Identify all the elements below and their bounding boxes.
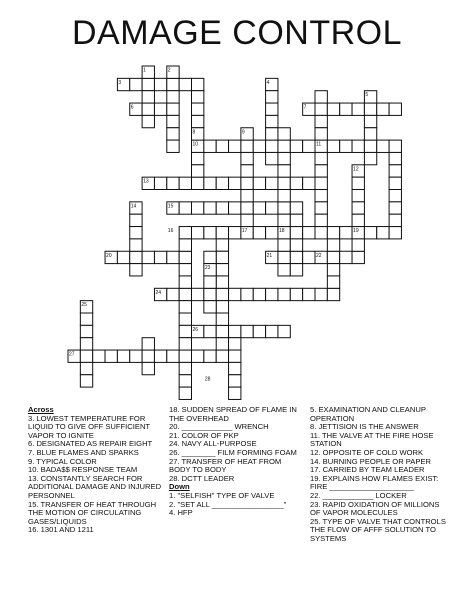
grid-cell[interactable]: [154, 78, 166, 90]
grid-cell[interactable]: [315, 91, 327, 103]
grid-cell[interactable]: [377, 140, 389, 152]
clue-item: 13. CONSTANTLY SEARCH FOR ADDITIONAL DAMAGE AND INJURED PERSONNEL: [28, 473, 162, 500]
grid-cell[interactable]: [278, 239, 290, 251]
grid-cell[interactable]: [303, 288, 315, 300]
grid-cell[interactable]: [241, 325, 253, 337]
clue-item: 5. EXAMINATION AND CLEANUP OPERATION: [310, 405, 426, 423]
grid-cell[interactable]: [204, 325, 216, 337]
grid-cell[interactable]: [130, 251, 142, 263]
grid-cell[interactable]: [179, 202, 191, 214]
grid-cell[interactable]: [105, 350, 117, 362]
grid-cell[interactable]: [327, 276, 339, 288]
clue-number: 28: [204, 376, 211, 383]
grid-cell[interactable]: [229, 177, 241, 189]
grid-cell[interactable]: [352, 251, 364, 263]
grid-cell[interactable]: [389, 103, 401, 115]
grid-cell[interactable]: [179, 288, 191, 300]
clue-item: 28. DCTT LEADER: [169, 473, 235, 483]
grid-cell[interactable]: [278, 214, 290, 226]
grid-cell[interactable]: [216, 251, 228, 263]
grid-cell[interactable]: [352, 202, 364, 214]
grid-cell[interactable]: [216, 313, 228, 325]
clue-number: 1: [143, 67, 146, 74]
grid-cell[interactable]: [130, 350, 142, 362]
grid-cell[interactable]: [303, 177, 315, 189]
grid-cell[interactable]: [167, 91, 179, 103]
grid-cell[interactable]: [179, 177, 191, 189]
grid-cell[interactable]: [204, 350, 216, 362]
grid-cell[interactable]: [253, 288, 265, 300]
grid-cell[interactable]: [179, 227, 191, 239]
grid-cell[interactable]: [315, 115, 327, 127]
grid-cell[interactable]: [352, 177, 364, 189]
grid-cell[interactable]: [192, 103, 204, 115]
grid-cell[interactable]: [93, 350, 105, 362]
grid-cell[interactable]: [204, 227, 216, 239]
clue-number: 12: [353, 166, 359, 173]
grid-cell[interactable]: [352, 140, 364, 152]
grid-cell[interactable]: [167, 288, 179, 300]
grid-cell[interactable]: [327, 288, 339, 300]
clue-item: 24. NAVY ALL-PURPOSE: [169, 439, 257, 449]
grid-cell[interactable]: [315, 227, 327, 239]
grid-cell[interactable]: [216, 140, 228, 152]
clue-number: 9: [241, 129, 245, 136]
grid-cell[interactable]: [179, 338, 191, 350]
grid-cell[interactable]: [290, 227, 302, 239]
grid-cell[interactable]: [167, 78, 179, 90]
grid-cell[interactable]: [389, 177, 401, 189]
clue-number: 25: [81, 302, 87, 309]
clue-number: 3: [118, 79, 122, 86]
puzzle-title: DAMAGE CONTROL: [71, 14, 403, 52]
grid-cell[interactable]: [154, 103, 166, 115]
across-header: Across: [28, 405, 54, 414]
clue-number: 13: [143, 178, 149, 185]
grid-cell[interactable]: [364, 115, 376, 127]
grid-cell[interactable]: [315, 103, 327, 115]
clue-number: 18: [278, 228, 285, 235]
grid-cell[interactable]: [229, 202, 241, 214]
grid-cell[interactable]: [179, 251, 191, 263]
grid-cell[interactable]: [327, 103, 339, 115]
grid-cell[interactable]: [266, 115, 278, 127]
grid-cell[interactable]: [192, 91, 204, 103]
grid-cell[interactable]: [142, 91, 154, 103]
clue-item: 9. TYPICAL COLOR: [28, 456, 97, 466]
grid-cell[interactable]: [130, 264, 142, 276]
grid-cell[interactable]: [389, 152, 401, 164]
clue-item: 20. ____________ WRENCH: [169, 422, 269, 432]
grid-cell[interactable]: [278, 165, 290, 177]
clue-item: 14. BURNING PEOPLE OR PAPER: [310, 456, 431, 466]
grid-cell[interactable]: [154, 177, 166, 189]
grid-cell[interactable]: [327, 264, 339, 276]
grid-cell[interactable]: [352, 214, 364, 226]
clue-item: 18. SUDDEN SPREAD OF FLAME IN THE OVERHEAD: [169, 405, 297, 423]
grid-cell[interactable]: [192, 165, 204, 177]
grid-cell[interactable]: [167, 350, 179, 362]
grid-cell[interactable]: [179, 239, 191, 251]
grid-cell[interactable]: [364, 103, 376, 115]
grid-cell[interactable]: [142, 251, 154, 263]
grid-cell[interactable]: [266, 140, 278, 152]
grid-cell[interactable]: [327, 251, 339, 263]
grid-cell[interactable]: [266, 288, 278, 300]
grid-cell[interactable]: [290, 251, 302, 263]
clue-number: 8: [192, 129, 196, 136]
grid-cell[interactable]: [216, 227, 228, 239]
grid-cell[interactable]: [290, 140, 302, 152]
grid-cell[interactable]: [315, 165, 327, 177]
grid-cell[interactable]: [266, 103, 278, 115]
grid-cell[interactable]: [241, 214, 253, 226]
grid-cell[interactable]: [241, 140, 253, 152]
grid-cell[interactable]: [216, 325, 228, 337]
grid-cell[interactable]: [278, 190, 290, 202]
grid-cell[interactable]: [216, 288, 228, 300]
clue-number: 24: [155, 289, 162, 296]
grid-cell[interactable]: [340, 140, 352, 152]
grid-cell[interactable]: [315, 190, 327, 202]
grid-cell[interactable]: [142, 78, 154, 90]
grid-cell[interactable]: [117, 350, 129, 362]
grid-cell[interactable]: [241, 202, 253, 214]
clue-column-3: [310, 406, 450, 544]
clue-item: 1. "SELFISH" TYPE OF VALVE: [169, 490, 275, 500]
grid-cell[interactable]: [229, 227, 241, 239]
grid-cell[interactable]: [315, 152, 327, 164]
grid-cell[interactable]: [278, 140, 290, 152]
grid-cell[interactable]: [340, 103, 352, 115]
clue-item: 2. "SET ALL _________________": [169, 499, 287, 509]
grid-cell[interactable]: [142, 103, 154, 115]
grid-cell[interactable]: [179, 362, 191, 374]
grid-cell[interactable]: [192, 202, 204, 214]
clue-number: 2: [167, 67, 171, 74]
grid-cell[interactable]: [192, 177, 204, 189]
clue-item: 26. ________ FILM FORMING FOAM: [169, 447, 297, 457]
grid-cell[interactable]: [204, 202, 216, 214]
grid-cell[interactable]: [290, 264, 302, 276]
clue-number: 21: [266, 252, 273, 259]
grid-cell[interactable]: [278, 177, 290, 189]
grid-cell[interactable]: [167, 140, 179, 152]
grid-cell[interactable]: [290, 239, 302, 251]
grid-cell[interactable]: [192, 115, 204, 127]
grid-cell[interactable]: [192, 152, 204, 164]
grid-cell[interactable]: [389, 214, 401, 226]
grid-cell[interactable]: [216, 264, 228, 276]
grid-cell[interactable]: [179, 78, 191, 90]
grid-cell[interactable]: [204, 288, 216, 300]
clue-item: 4. HFP: [169, 508, 193, 518]
grid-cell[interactable]: [266, 152, 278, 164]
clue-number: 10: [192, 141, 199, 148]
grid-cell[interactable]: [229, 387, 241, 399]
clue-item: 27. TRANSFER OF HEAT FROM BODY TO BODY: [169, 456, 282, 475]
grid-cell[interactable]: [216, 239, 228, 251]
grid-cell[interactable]: [253, 202, 265, 214]
grid-cell[interactable]: [80, 325, 92, 337]
grid-cell[interactable]: [117, 251, 129, 263]
grid-cell[interactable]: [241, 288, 253, 300]
grid-cell[interactable]: [216, 350, 228, 362]
clue-item: 3. LOWEST TEMPERATURE FOR LIQUID TO GIVE OFF SUFFICIENT VAPOR TO IGNITE: [28, 413, 150, 440]
grid-cell[interactable]: [216, 276, 228, 288]
grid-cell[interactable]: [364, 140, 376, 152]
grid-cell[interactable]: [216, 177, 228, 189]
grid-cell[interactable]: [80, 338, 92, 350]
clue-item: 21. COLOR OF PKP: [169, 430, 239, 440]
grid-cell[interactable]: [389, 202, 401, 214]
grid-cell[interactable]: [167, 251, 179, 263]
clue-number: 19: [353, 228, 359, 235]
clue-number: 11: [316, 141, 322, 148]
grid-cell[interactable]: [80, 362, 92, 374]
grid-cell[interactable]: [266, 91, 278, 103]
grid-cell[interactable]: [315, 128, 327, 140]
grid-cell[interactable]: [179, 387, 191, 399]
grid-cell[interactable]: [253, 140, 265, 152]
clue-item: 10. BADA$$ RESPONSE TEAM: [28, 465, 138, 475]
grid-cell[interactable]: [290, 177, 302, 189]
grid-cell[interactable]: [389, 227, 401, 239]
grid-cell[interactable]: [192, 227, 204, 239]
grid-cell[interactable]: [315, 202, 327, 214]
grid-cell[interactable]: [229, 288, 241, 300]
grid-cell[interactable]: [229, 362, 241, 374]
clue-number: 5: [365, 92, 369, 99]
grid-cell[interactable]: [253, 227, 265, 239]
grid-cell[interactable]: [253, 177, 265, 189]
grid-cell[interactable]: [364, 128, 376, 140]
clue-item: 19. EXPLAINS HOW FLAMES EXIST: FIRE ____________________: [310, 473, 439, 492]
grid-cell[interactable]: [229, 325, 241, 337]
grid-cell[interactable]: [241, 177, 253, 189]
clue-number: 27: [69, 351, 75, 358]
grid-cell[interactable]: [204, 140, 216, 152]
grid-cell[interactable]: [290, 288, 302, 300]
grid-cell[interactable]: [389, 140, 401, 152]
grid-cell[interactable]: [167, 103, 179, 115]
grid-cell[interactable]: [315, 288, 327, 300]
clue-item: 23. RAPID OXIDATION OF MILLIONS OF VAPOR MOLECULES: [310, 499, 440, 518]
grid-cell[interactable]: [389, 165, 401, 177]
clue-number: 15: [167, 203, 174, 210]
grid-cell[interactable]: [142, 338, 154, 350]
grid-cell[interactable]: [216, 202, 228, 214]
grid-cell[interactable]: [167, 128, 179, 140]
grid-cell[interactable]: [179, 350, 191, 362]
grid-cell[interactable]: [278, 264, 290, 276]
grid-cell[interactable]: [229, 350, 241, 362]
grid-cell[interactable]: [80, 313, 92, 325]
grid-cell[interactable]: [204, 177, 216, 189]
grid-cell[interactable]: [290, 214, 302, 226]
clue-number: 6: [130, 104, 134, 111]
grid-cell[interactable]: [204, 301, 216, 313]
grid-cell[interactable]: [266, 177, 278, 189]
grid-cell[interactable]: [179, 325, 191, 337]
grid-cell[interactable]: [241, 190, 253, 202]
grid-cell[interactable]: [253, 325, 265, 337]
clue-item: 7. BLUE FLAMES AND SPARKS: [28, 447, 139, 457]
grid-cell[interactable]: [204, 251, 216, 263]
down-header: Down: [169, 482, 190, 492]
grid-cell[interactable]: [327, 140, 339, 152]
grid-cell[interactable]: [303, 140, 315, 152]
clue-item: 11. THE VALVE AT THE FIRE HOSE STATION: [310, 430, 434, 449]
grid-cell[interactable]: [179, 313, 191, 325]
clue-number: 17: [241, 228, 248, 235]
grid-cell[interactable]: [179, 375, 191, 387]
grid-cell[interactable]: [241, 165, 253, 177]
grid-cell[interactable]: [154, 251, 166, 263]
grid-cell[interactable]: [142, 115, 154, 127]
grid-cell[interactable]: [364, 227, 376, 239]
grid-cell[interactable]: [352, 239, 364, 251]
grid-cell[interactable]: [266, 202, 278, 214]
grid-cell[interactable]: [377, 103, 389, 115]
clue-number: 23: [204, 265, 211, 272]
grid-cell[interactable]: [352, 190, 364, 202]
grid-cell[interactable]: [204, 276, 216, 288]
clue-item: 6. DESIGNATED AS REPAIR EIGHT: [28, 439, 153, 449]
clue-number: 14: [130, 203, 137, 210]
clue-number: 26: [192, 326, 199, 333]
grid-cell[interactable]: [377, 227, 389, 239]
grid-cell[interactable]: [278, 202, 290, 214]
grid-cell[interactable]: [80, 350, 92, 362]
grid-cell[interactable]: [315, 214, 327, 226]
grid-cell[interactable]: [142, 362, 154, 374]
clue-column-2: [169, 406, 301, 518]
grid-cell[interactable]: [327, 227, 339, 239]
clue-item: 22. ____________ LOCKER: [310, 490, 407, 500]
grid-cell[interactable]: [340, 227, 352, 239]
grid-cell[interactable]: [192, 78, 204, 90]
grid-cell[interactable]: [290, 202, 302, 214]
grid-cell[interactable]: [179, 301, 191, 313]
grid-cell[interactable]: [130, 227, 142, 239]
grid-cell[interactable]: [192, 350, 204, 362]
grid-cell[interactable]: [303, 227, 315, 239]
grid-cell[interactable]: [266, 227, 278, 239]
grid-cell[interactable]: [229, 140, 241, 152]
clue-column-1: [28, 406, 163, 535]
grid-cell[interactable]: [229, 375, 241, 387]
clue-item: 15. TRANSFER OF HEAT THROUGH THE MOTION OF CIRCULATING GASES/LIQUIDS: [28, 499, 157, 526]
clue-item: 17. CARRIED BY TEAM LEADER: [310, 465, 425, 475]
grid-cell[interactable]: [364, 152, 376, 164]
clue-number: 16: [167, 228, 174, 235]
grid-cell[interactable]: [167, 177, 179, 189]
grid-cell[interactable]: [154, 350, 166, 362]
clue-item: 16. 1301 AND 1211: [28, 525, 94, 535]
grid-cell[interactable]: [130, 239, 142, 251]
grid-cell[interactable]: [130, 78, 142, 90]
grid-cell[interactable]: [130, 214, 142, 226]
grid-cell[interactable]: [216, 338, 228, 350]
grid-cell[interactable]: [229, 338, 241, 350]
clue-number: 7: [303, 104, 307, 111]
clue-item: 25. TYPE OF VALVE THAT CONTROLS THE FLOW OF AFFF SOLUTION TO SYSTEMS: [310, 516, 446, 543]
clue-item: 12. OPPOSITE OF COLD WORK: [310, 447, 424, 457]
grid-cell[interactable]: [278, 152, 290, 164]
grid-cell[interactable]: [278, 325, 290, 337]
grid-cell[interactable]: [142, 350, 154, 362]
grid-cell[interactable]: [278, 128, 290, 140]
clue-number: 20: [106, 252, 112, 259]
grid-cell[interactable]: [278, 251, 290, 263]
grid-cell[interactable]: [80, 375, 92, 387]
grid-cell[interactable]: [352, 103, 364, 115]
grid-cell[interactable]: [389, 190, 401, 202]
grid-cell[interactable]: [266, 325, 278, 337]
grid-cell[interactable]: [327, 239, 339, 251]
clue-number: 4: [266, 79, 270, 86]
grid-cell[interactable]: [179, 276, 191, 288]
grid-cell[interactable]: [241, 152, 253, 164]
grid-cell[interactable]: [216, 301, 228, 313]
grid-cell[interactable]: [303, 251, 315, 263]
grid-cell[interactable]: [179, 264, 191, 276]
grid-cell[interactable]: [278, 288, 290, 300]
grid-cell[interactable]: [315, 177, 327, 189]
grid-cell[interactable]: [192, 288, 204, 300]
clue-item: 8. JETTISION IS THE ANSWER: [310, 422, 419, 432]
grid-cell[interactable]: [266, 128, 278, 140]
clue-number: 22: [316, 252, 322, 259]
grid-cell[interactable]: [340, 251, 352, 263]
grid-cell[interactable]: [167, 115, 179, 127]
